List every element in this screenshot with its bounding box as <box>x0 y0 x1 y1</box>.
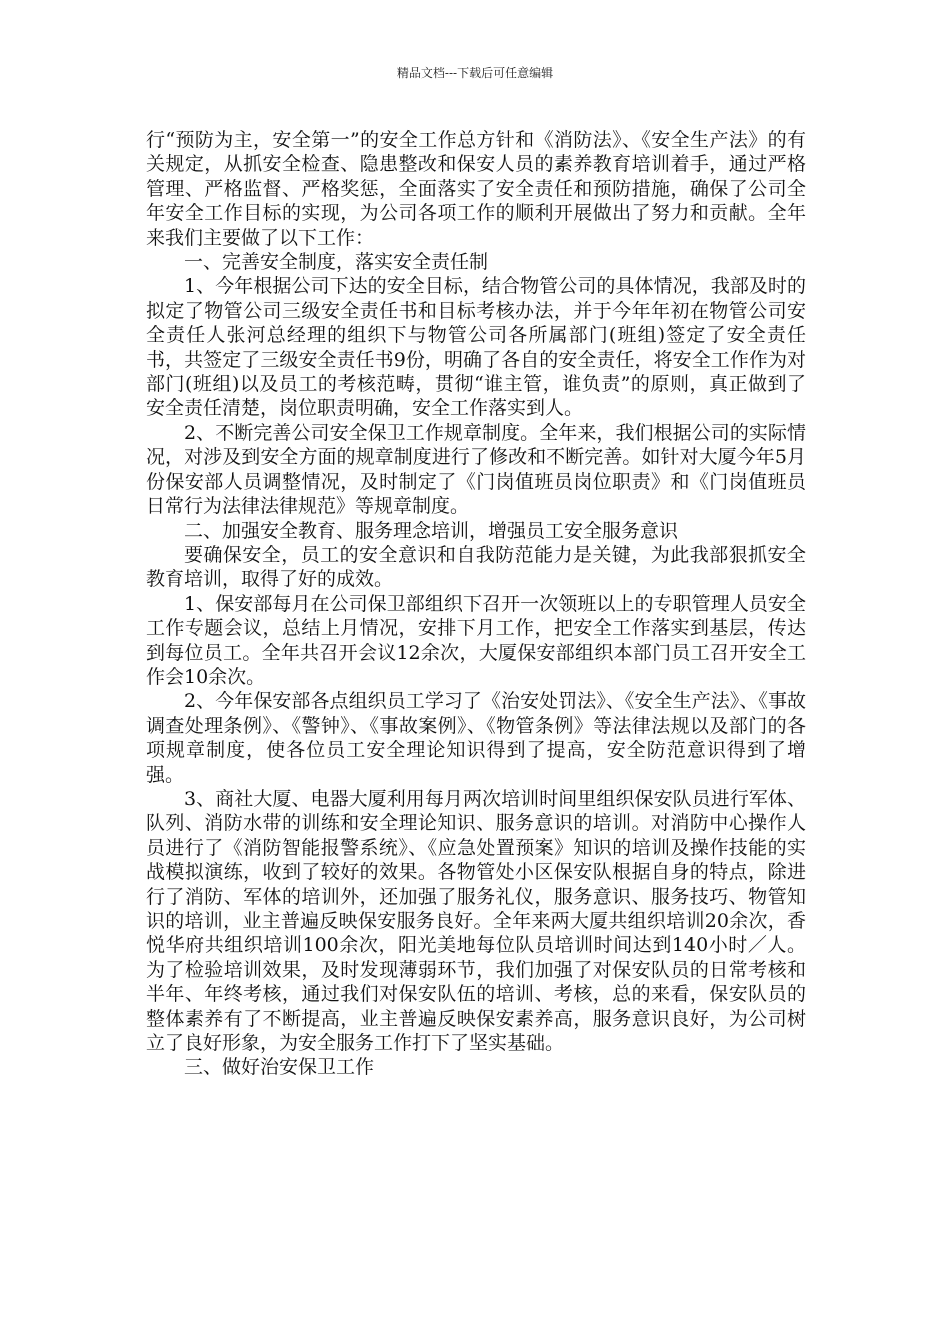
paragraph-2-1: 1、保安部每月在公司保卫部组织下召开一次领班以上的专职管理人员安全工作专题会议，总结上月情况，安排下月工作，把安全工作落实到基层，传达到每位员工。全年共召开会议12余次，大厦保安部组织本部门员工召开安全工作会10余次。 <box>146 592 806 688</box>
paragraph-1-2: 2、不断完善公司安全保卫工作规章制度。全年来，我们根据公司的实际情况，对涉及到安全方面的规章制度进行了修改和不断完善。如针对大厦今年5月份保安部人员调整情况，及时制定了《门岗值班员岗位职责》和《门岗值班员日常行为法律法律规范》等规章制度。 <box>146 421 806 518</box>
section-heading-1: 一、完善安全制度，落实安全责任制 <box>184 251 489 274</box>
section-heading-2: 二、加强安全教育、服务理念培训，增强员工安全服务意识 <box>184 519 679 542</box>
paragraph-intro: 行“预防为主，安全第一”的安全工作总方针和《消防法》、《安全生产法》的有关规定，从抓安全检查、隐患整改和保安人员的素养教育培训着手，通过严格管理、严格监督、严格奖惩，全面落实了安全责任和预防措施，确保了公司全年安全工作目标的实现，为公司各项工作的顺利开展做出了努力和贡献。全年来我们主要做了以下工作： <box>146 129 806 249</box>
paragraph-1-1: 1、今年根据公司下达的安全目标，结合物管公司的具体情况，我部及时的拟定了物管公司三级安全责任书和目标考核办法，并于今年年初在物管公司安全责任人张河总经理的组织下与物管公司各所属部门(班组)签定了安全责任书，共签定了三级安全责任书9份，明确了各自的安全责任，将安全工作作为对部门(班组)以及员工的考核范畴，贯彻“谁主管，谁负责”的原则，真正做到了安全责任清楚，岗位职责明确，安全工作落实到人。 <box>146 275 806 420</box>
paragraph-2-3: 3、商社大厦、电器大厦利用每月两次培训时间里组织保安队员进行军体、队列、消防水带的训练和安全理论知识、服务意识的培训。对消防中心操作人员进行了《消防智能报警系统》、《应急处置预案》知识的培训及操作技能的实战模拟演练，收到了较好的效果。各物管处小区保安队根据自身的特点，除进行了消防、军体的培训外，还加强了服务礼仪，服务意识、服务技巧、物管知识的培训，业主普遍反映保安服务良好。全年来两大厦共组织培训20余次，香悦华府共组织培训100余次，阳光美地每位队员培训时间达到140小时／人。为了检验培训效果，及时发现薄弱环节，我们加强了对保安队员的日常考核和半年、年终考核，通过我们对保安队伍的培训、考核，总的来看，保安队员的整体素养有了不断提高，业主普遍反映保安素养高，服务意识良好，为公司树立了良好形象，为安全服务工作打下了坚实基础。 <box>146 787 806 1055</box>
page-header: 精品文档---下载后可任意编辑 <box>396 66 554 80</box>
paragraph-2-2: 2、今年保安部各点组织员工学习了《治安处罚法》、《安全生产法》、《事故调查处理条例》、《警钟》、《事故案例》、《物管条例》等法律法规以及部门的各项规章制度，使各位员工安全理论知识得到了提高，安全防范意识得到了增强。 <box>146 690 806 786</box>
paragraph-2-intro: 要确保安全，员工的安全意识和自我防范能力是关键，为此我部狠抓安全教育培训，取得了好的成效。 <box>146 543 806 591</box>
document-body <box>146 128 806 1080</box>
section-heading-3: 三、做好治安保卫工作 <box>184 1056 375 1079</box>
